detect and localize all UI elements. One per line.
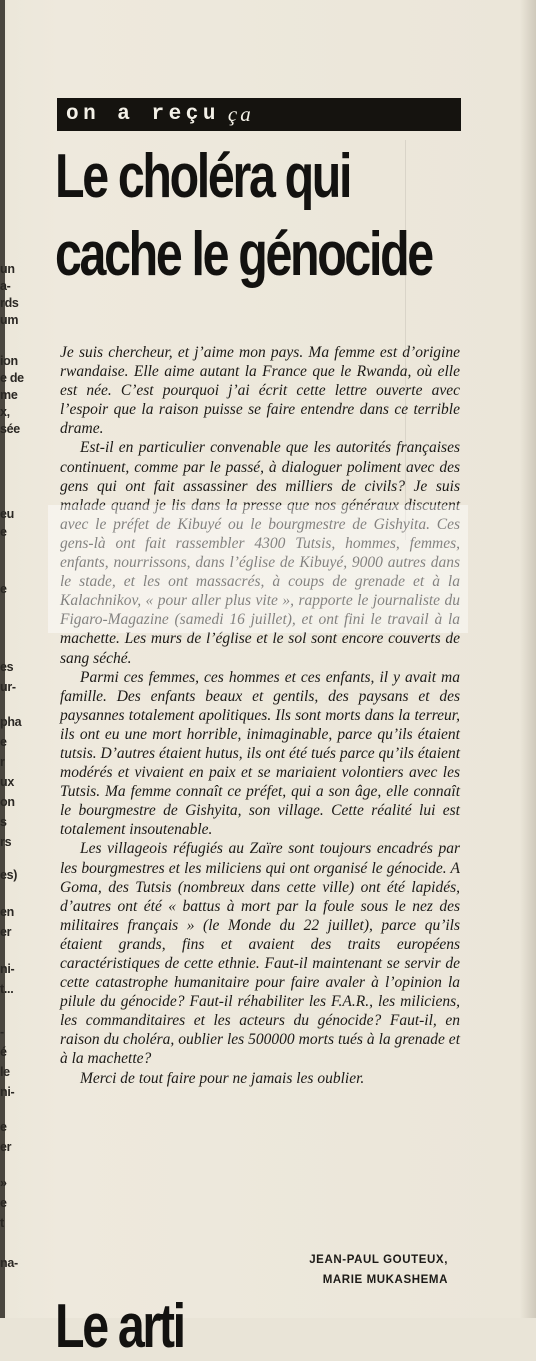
article-headline: [55, 138, 432, 294]
margin-fragment: rs: [0, 835, 12, 849]
margin-fragment: es: [0, 660, 14, 674]
margin-fragment: um: [0, 313, 19, 327]
headline-line-2: cache le génocide: [55, 220, 432, 289]
paragraph-3: Parmi ces femmes, ces hommes et ces enfants, il y avait ma famille. Des enfants beaux et gentils, des paysans et des paysannes totalement apolitiques. Ils sont morts dans la terreur, ils ont eu une mort horrible, inimaginable, parce qu’ils étaient tutsis. D’autres étaient hutus, ils ont été tués parce qu’ils étaient modérés et vivaient en paix et se mariaient volontiers avec les Tutsis. Ma femme connaît ce préfet, qui a son âge, elle connaît le bourgmestre de Gishyita, son village. Cette réalité lui est totalement insoutenable.: [60, 668, 460, 839]
next-headline-text: Le arti: [55, 1292, 184, 1361]
paragraph-4: Les villageois réfugiés au Zaïre sont toujours encadrés par les bourgmestres et les miliciens qui ont organisé le génocide. A Goma, des Tutsis (nombreux dans cette ville) ont été lapidés, d’autres ont été « battus à mort par la foule sous le nez des militaires français » (le Monde du 22 juillet), parce qu’ils étaient grands, fins et avaient des traits européens caractéristiques de cette ethnie. Faut-il maintenant se servir de cette catastrophe humanitaire pour faire avaler à l’opinion la pilule du génocide? Faut-il réhabiliter les F.A.R., les miliciens, les commanditaires et les acteurs du génocide? Faut-il, en raison du choléra, oublier les 500000 morts tués à la grenade et à la machette?: [60, 840, 460, 1068]
margin-fragment: me: [0, 388, 18, 402]
kicker-main: on a reçu: [66, 103, 220, 126]
margin-fragment: »: [0, 1176, 7, 1190]
margin-fragment: e: [0, 1120, 7, 1134]
margin-fragment: é: [0, 1045, 7, 1059]
margin-fragment: e de: [0, 371, 24, 385]
margin-fragment: es): [0, 868, 18, 882]
signature-line-2: MARIE MUKASHEMA: [322, 1274, 448, 1286]
margin-fragment: rds: [0, 296, 19, 310]
margin-fragment: pha: [0, 715, 22, 729]
next-article-headline-cut: [55, 1292, 535, 1361]
margin-fragment: le: [0, 1065, 10, 1079]
margin-fragment: e: [0, 735, 7, 749]
kicker-italic: ça: [227, 102, 254, 126]
margin-fragment: er: [0, 925, 12, 939]
margin-fragment: na-: [0, 1256, 18, 1270]
margin-fragment: t...: [0, 982, 14, 996]
margin-fragment: s: [0, 815, 7, 829]
paragraph-1: Je suis chercheur, et j’aime mon pays. Ma femme est d’origine rwandaise. Elle aime autant la France que le Rwanda, où elle est née. C’est pourquoi j’ai écrit cette lettre ouverte avec l’espoir que la raison puisse se faire entendre dans ce terrible drame.: [60, 344, 460, 438]
paragraph-2: Est-il en particulier convenable que les autorités françaises continuent, comme par le passé, à dialoguer poliment avec des gens qui ont fait assassiner des milliers de civils? Je suis malade quand je lis dans la presse que nos généraux discutent avec le préfet de Kibuyé ou le bourgmestre de Gishyita. Ces gens-là ont fait rassembler 4300 Tutsis, hommes, femmes, enfants, nourrissons, dans l’église de Kibuyé, 9000 autres dans le stade, et les ont massacrés, à coups de grenade et à la Kalachnikov, « pour aller plus vite », rapporte le journaliste du Figaro-Magazine (samedi 16 juillet), et ont fini le travail à la machette. Les murs de l’église et le sol sont encore couverts de sang séché.: [60, 439, 460, 667]
margin-fragment: t: [0, 1216, 4, 1230]
margin-fragment: e: [0, 1196, 7, 1210]
margin-fragment: un: [0, 262, 15, 276]
headline-line-1: Le choléra qui: [55, 142, 351, 211]
margin-fragment: ur-: [0, 680, 16, 694]
margin-fragment: ni-: [0, 1085, 15, 1099]
article-body: [60, 343, 460, 1088]
margin-fragment: ion: [0, 354, 18, 368]
margin-fragment: on: [0, 795, 15, 809]
section-kicker: [57, 98, 461, 131]
margin-fragment: ux: [0, 775, 14, 789]
margin-fragment: eu: [0, 507, 14, 521]
adjacent-column-fragments: [0, 0, 34, 1318]
margin-fragment: -: [0, 1025, 4, 1039]
margin-fragment: r: [0, 755, 5, 769]
margin-fragment: a-: [0, 279, 11, 293]
margin-fragment: sée: [0, 422, 20, 436]
margin-fragment: er: [0, 1140, 12, 1154]
margin-fragment: x,: [0, 405, 10, 419]
signature-line-1: JEAN-PAUL GOUTEUX,: [309, 1254, 448, 1266]
margin-fragment: e: [0, 525, 7, 539]
margin-fragment: en: [0, 905, 14, 919]
margin-fragment: e: [0, 582, 7, 596]
margin-fragment: ni-: [0, 962, 15, 976]
paragraph-5: Merci de tout faire pour ne jamais les oublier.: [80, 1069, 365, 1087]
